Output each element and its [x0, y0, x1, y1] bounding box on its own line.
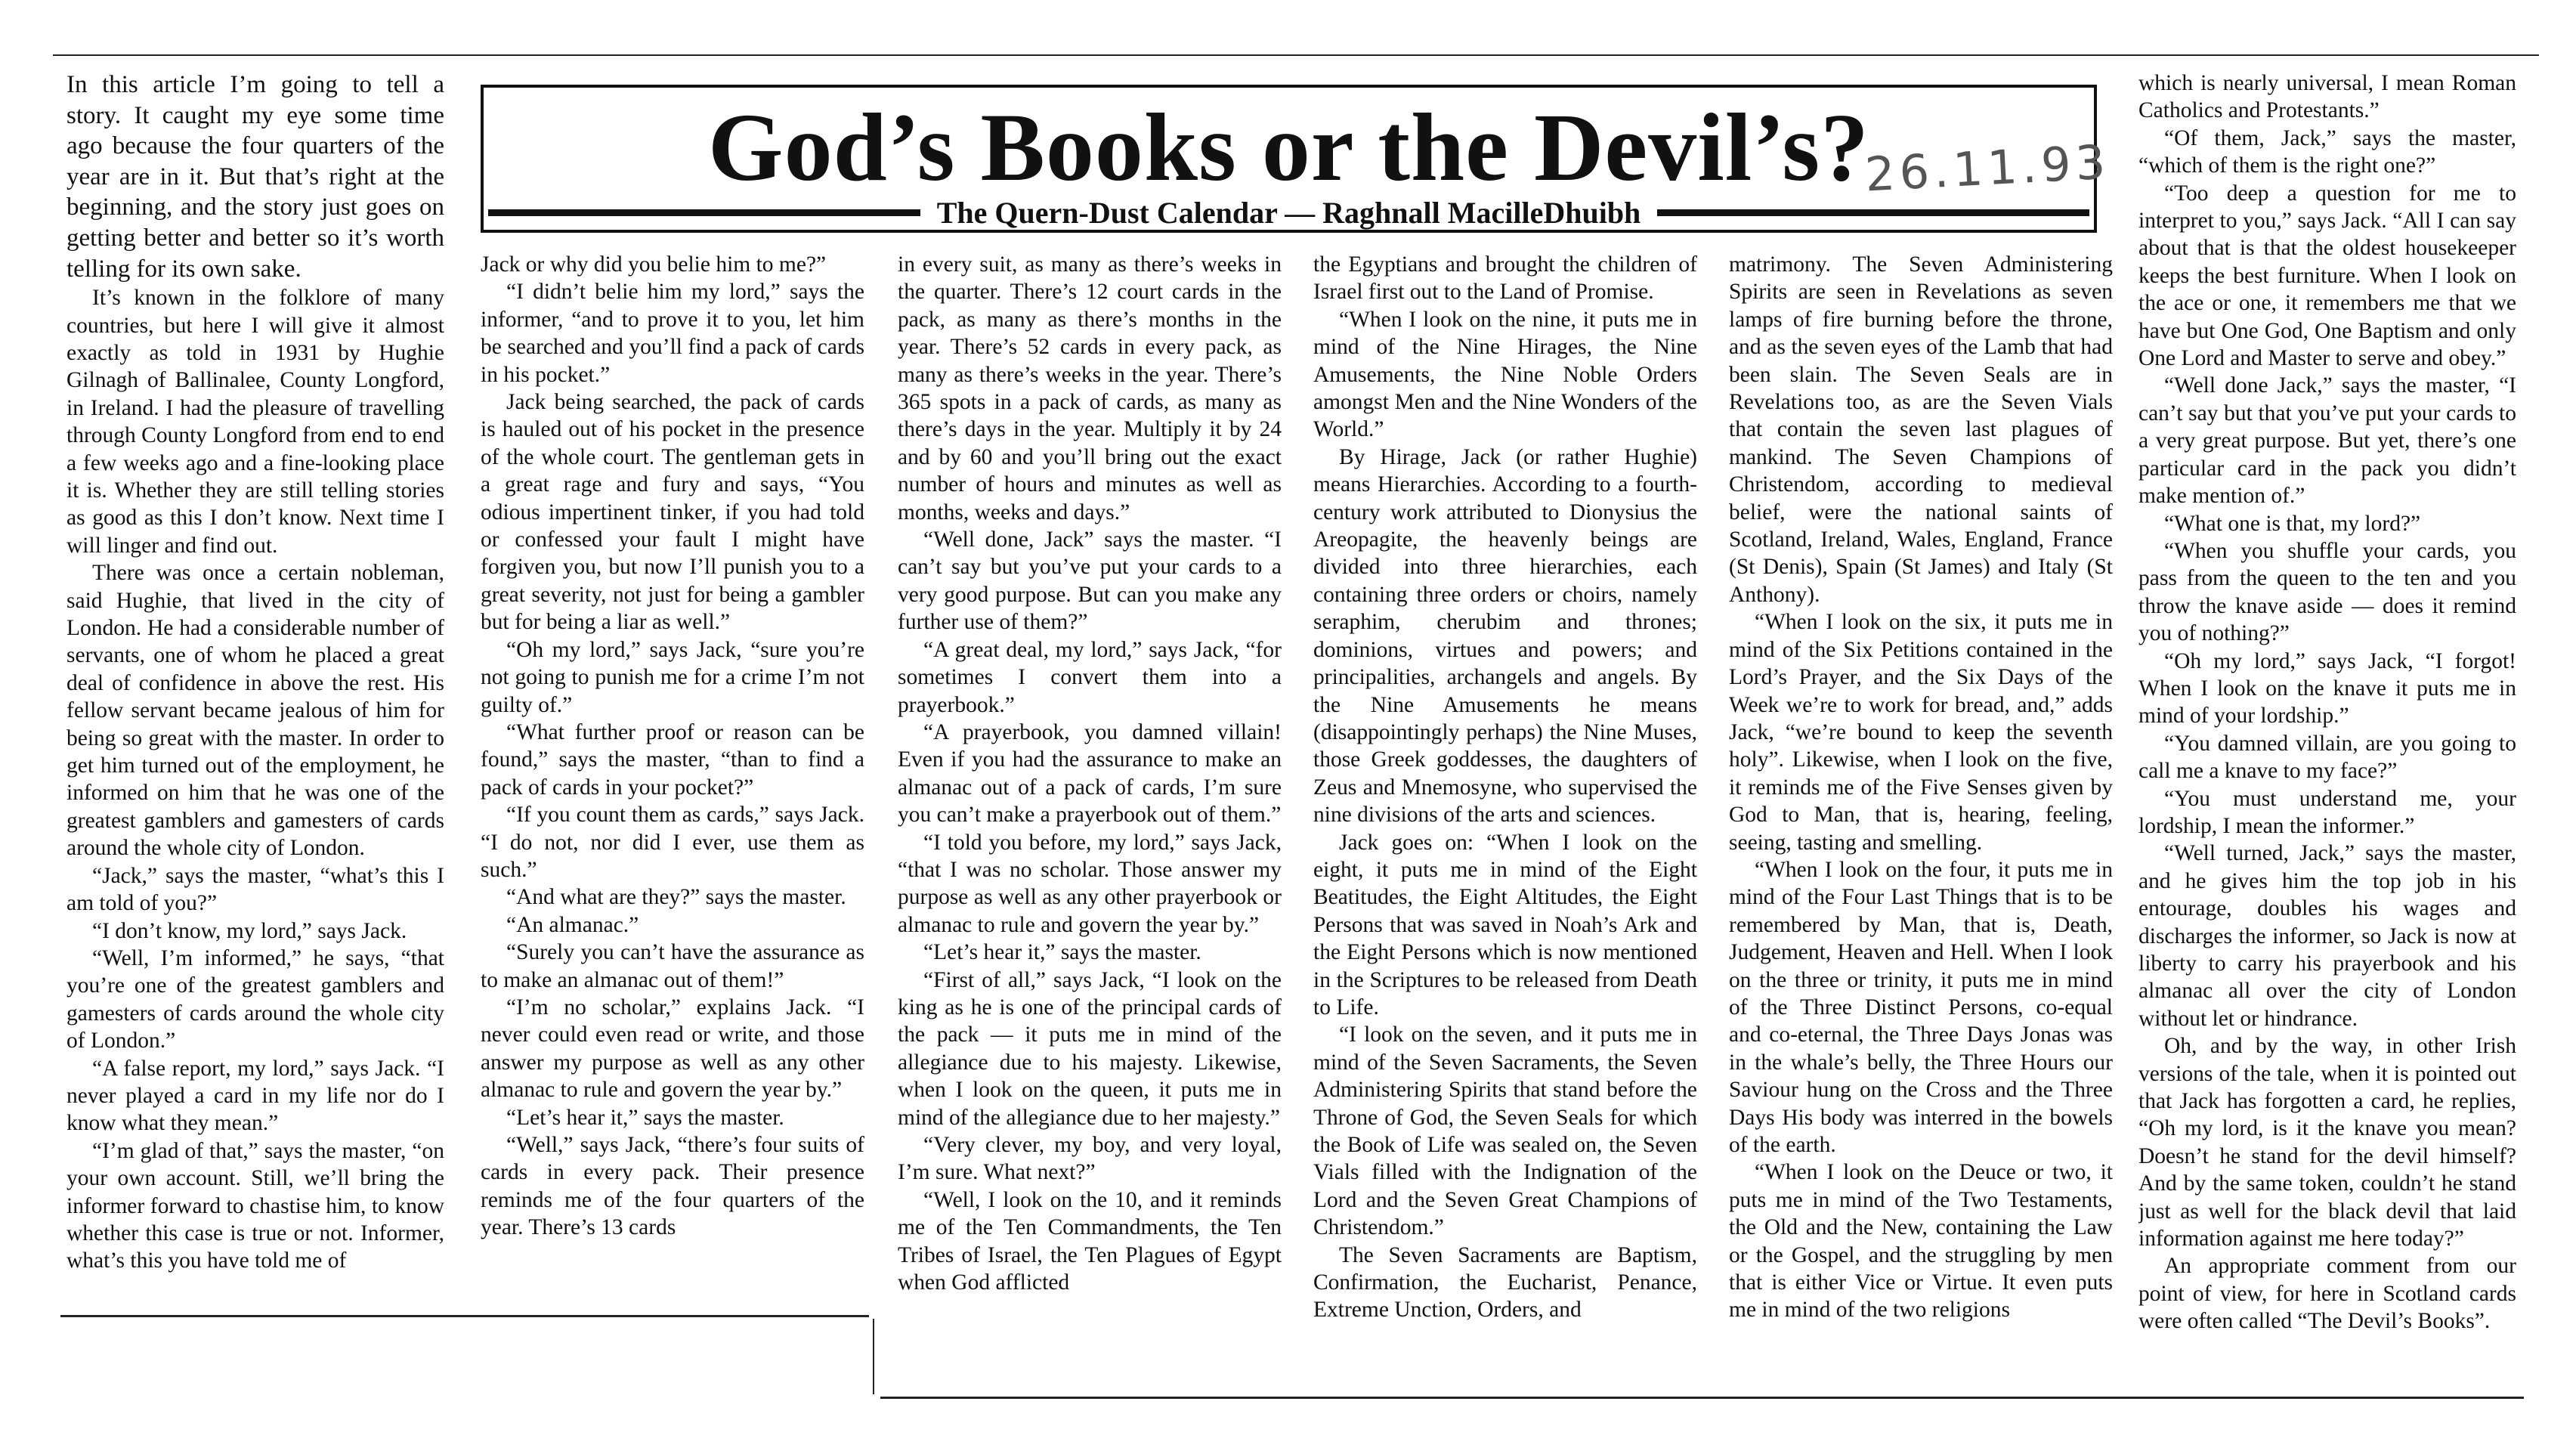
- paragraph: “Well, I look on the 10, and it reminds me of the Ten Commandments, the Ten Tribes of Israel, the Ten Plagues of Egypt when God afflicted: [898, 1187, 1282, 1295]
- paragraph: “If you count them as cards,” says Jack. “I do not, nor did I ever, use them as such.”: [481, 803, 864, 882]
- paragraph: “Oh my lord,” says Jack, “sure you’re not going to punish me for a crime I’m not guilty of.”: [481, 637, 864, 717]
- paragraph: By Hirage, Jack (or rather Hughie) means Hierarchies. According to a fourth-century work attributed to Dionysius the Areopagite, the heavenly beings are divided into three hierarchies, each containing three orders or choirs, namely seraphim, cherubim and thrones; dominions, virtues and powers; and principalities, archangels and angels. By the Nine Amusements he means (disappointingly perhaps) the Nine Muses, those Greek goddesses, the daughters of Zeus and Mnemosyne, who supervised the nine divisions of the arts and sciences.: [1313, 444, 1697, 828]
- paragraph: “When I look on the Deuce or two, it puts me in mind of the Two Testaments, the Old and the New, containing the Law or the Gospel, and the struggling by men that is either Vice or Virtue. It even puts me in mind of the two religions: [1729, 1160, 2113, 1323]
- paragraph: “I didn’t belie him my lord,” says the informer, “and to prove it to you, let him be searched and you’ll find a pack of cards in his pocket.”: [481, 280, 864, 387]
- paragraph: “What one is that, my lord?”: [2164, 511, 2421, 536]
- col1-bottom-rule: [60, 1315, 869, 1317]
- paragraph: “I’m no scholar,” explains Jack. “I never could even read or write, and those answer my purpose as well as any other almanac to rule and govern the year by.”: [481, 995, 864, 1103]
- paragraph: matrimony. The Seven Administering Spirits are seen in Revelations as seven lamps of fire burning before the throne, and as the seven eyes of the Lamb that had been slain. The Seven Seals are in Revelations too, as are the Seven Vials that contain the seven last plagues of mankind. The Seven Champions of Christendom, according to medieval belief, were the national saints of Scotland, Ireland, Wales, England, France (St Denis), Spain (St James) and Italy (St Anthony).: [1729, 252, 2113, 607]
- paragraph: “A prayerbook, you damned villain! Even if you had the assurance to make an almanac out of a pack of cards, I’m sure you can’t make a prayerbook out of them.”: [898, 719, 1282, 828]
- headline-box: [481, 85, 2097, 233]
- handwritten-date: 26.11.93: [1863, 134, 2111, 203]
- paragraph: the Egyptians and brought the children of Israel first out to the Land of Promise.: [1313, 252, 1697, 305]
- paragraph: “When I look on the four, it puts me in mind of the Four Last Things that is to be remembered by Man, that is, Death, Judgement, Heaven and Hell. When I look on the three or trinity, it puts me in mind of the Three Distinct Persons, co-equal and co-eternal, the Three Days Jonas was in the whale’s belly, the Three Hours our Saviour hung on the Cross and the Three Days His body was interred in the bowels of the earth.: [1729, 857, 2113, 1157]
- paragraph: “You damned villain, are you going to call me a knave to my face?”: [2138, 731, 2516, 784]
- paragraph: “Let’s hear it,” says the master.: [506, 1105, 784, 1130]
- paragraph: “I told you before, my lord,” says Jack, “that I was no scholar. Those answer my purpose as well as any other prayerbook or almanac to rule and govern the year by.”: [898, 830, 1282, 937]
- subheadline: The Quern-Dust Calendar — Raghnall MacilleDhuibh: [936, 195, 1641, 230]
- paragraph: “When I look on the nine, it puts me in mind of the Nine Hirages, the Nine Amusements, the Nine Noble Orders amongst Men and the Nine Wonders of the World.”: [1313, 307, 1697, 442]
- article-column-3: [898, 251, 1282, 1389]
- paragraph: “Jack,” says the master, “what’s this I am told of you?”: [66, 863, 444, 916]
- paragraph: “An almanac.”: [506, 912, 639, 937]
- paragraph: “Well done, Jack” says the master. “I can’t say but you’ve put your cards to a very good purpose. But can you make any further use of them?”: [898, 527, 1282, 635]
- paragraph: Jack being searched, the pack of cards is hauled out of his pocket in the presence of the whole court. The gentleman gets in a great rage and fury and says, “You odious impertinent tinker, if you had told or confessed your fault I might have forgiven you, but now I’ll punish you to a great severity, not just for being a gambler but for being a liar as well.”: [481, 390, 864, 635]
- subheadline-bar-right: [1657, 209, 2089, 216]
- paragraph: “When you shuffle your cards, you pass from the queen to the ten and you throw the knave aside — does it remind you of nothing?”: [2138, 538, 2516, 646]
- paragraph: In this article I’m going to tell a story. It caught my eye some time ago because the four quarters of the year are in it. But that’s right at the beginning, and the story just goes on getting better and better so it’s worth telling for its own sake.: [66, 71, 444, 283]
- paragraph: “Oh my lord,” says Jack, “I forgot! When I look on the knave it puts me in mind of your lordship.”: [2138, 648, 2516, 729]
- paragraph: “Well,” says Jack, “there’s four suits of cards in every pack. Their presence reminds me of the four quarters of the year. There’s 13 cards: [481, 1133, 864, 1240]
- paragraph: “A false report, my lord,” says Jack. “I never played a card in my life nor do I know what they mean.”: [66, 1056, 444, 1136]
- paragraph: “And what are they?” says the master.: [506, 885, 846, 910]
- paragraph: “A great deal, my lord,” says Jack, “for sometimes I convert them into a prayerbook.”: [898, 637, 1282, 717]
- bottom-rule: [880, 1397, 2524, 1399]
- paragraph: “Surely you can’t have the assurance as to make an almanac out of them!”: [481, 940, 864, 992]
- paragraph: There was once a certain nobleman, said Hughie, that lived in the city of London. He had a considerable number of servants, one of whom he placed a great deal of confidence in above the rest. His fellow servant became jealous of him for being so great with the master. In order to get him turned out of the employment, he informed on him that he was one of the greatest gamblers and gamesters of cards around the whole city of London.: [66, 561, 444, 861]
- headline: God’s Books or the Devil’s?: [708, 94, 1869, 201]
- paragraph: An appropriate comment from our point of view, for here in Scotland cards were often called “The Devil’s Books”.: [2138, 1254, 2516, 1334]
- paragraph: “I’m glad of that,” says the master, “on your own account. Still, we’ll bring the informer forward to chastise him, to know whether this case is true or not. Informer, what’s this you have told me of: [66, 1138, 444, 1273]
- paragraph: “Well turned, Jack,” says the master, and he gives him the top job in his entourage, doubles his wages and discharges the informer, so Jack is now at liberty to carry his prayerbook and his almanac all over the city of London without let or hindrance.: [2138, 841, 2516, 1031]
- paragraph: “Too deep a question for me to interpret to you,” says Jack. “All I can say about that is that the oldest housekeeper keeps the best furniture. When I look on the ace or one, it remembers me that we have but One God, One Baptism and only One Lord and Master to serve and obey.”: [2138, 181, 2516, 371]
- article-column-6: [2138, 70, 2516, 1389]
- paragraph: “First of all,” says Jack, “I look on the king as he is one of the principal cards of the pack — it puts me in mind of the allegiance due to his majesty. Likewise, when I look on the queen, it puts me in mind of the allegiance due to her majesty.”: [898, 967, 1282, 1130]
- paragraph: “I don’t know, my lord,” says Jack.: [92, 918, 407, 943]
- paragraph: in every suit, as many as there’s weeks in the quarter. There’s 12 court cards in the pack, as many as there’s months in the year. There’s 52 cards in every pack, as many as there’s weeks in the year. There’s 365 spots in a pack of cards, as many as there’s days in the year. Multiply it by 24 and by 60 and you’ll bring out the exact number of hours and minutes as well as months, weeks and days.”: [898, 252, 1282, 524]
- subheadline-row: [484, 195, 2094, 230]
- col3-left-rule: [873, 1319, 874, 1394]
- paragraph: “Well done Jack,” says the master, “I can’t say but that you’ve put your cards to a very great purpose. But yet, there’s one particular card in the pack you didn’t make mention of.”: [2138, 373, 2516, 509]
- paragraph: “Very clever, my boy, and very loyal, I’m sure. What next?”: [898, 1133, 1282, 1185]
- paragraph: “What further proof or reason can be found,” says the master, “than to find a pack of cards in your pocket?”: [481, 719, 864, 800]
- paragraph: which is nearly universal, I mean Roman Catholics and Protestants.”: [2138, 71, 2516, 123]
- paragraph: Jack goes on: “When I look on the eight, it puts me in mind of the Eight Beatitudes, the Eight Altitudes, the Eight Persons that was saved in Noah’s Ark and the Eight Persons which is now mentioned in the Scriptures to be released from Death to Life.: [1313, 830, 1697, 1019]
- paragraph: Oh, and by the way, in other Irish versions of the tale, when it is pointed out that Jack has forgotten a card, he replies, “Oh my lord, is it the knave you mean? Doesn’t he stand for the devil himself? And by the same token, couldn’t he stand just as well for the black devil that laid information against me here today?”: [2138, 1034, 2516, 1251]
- subheadline-bar-left: [488, 209, 920, 216]
- paragraph: Jack or why did you belie him to me?”: [481, 252, 827, 277]
- article-column-5: [1729, 251, 2113, 1389]
- paragraph: “I look on the seven, and it puts me in mind of the Seven Sacraments, the Seven Administering Spirits that stand before the Throne of God, the Seven Seals for which the Book of Life was sealed on, the Seven Vials filled with the Indignation of the Lord and the Seven Great Champions of Christendom.”: [1313, 1023, 1697, 1240]
- paragraph: “You must understand me, your lordship, I mean the informer.”: [2138, 786, 2516, 838]
- paragraph: “When I look on the six, it puts me in mind of the Six Petitions contained in the Lord’s Prayer, and the Six Days of the Week we’re to work for bread, and,” adds Jack, “we’re bound to keep the seventh holy”. Likewise, when I look on the five, it reminds me of the Five Senses given by God to Man, that is, hearing, feeling, seeing, tasting and smelling.: [1729, 610, 2113, 855]
- article-column-1: [66, 70, 444, 1315]
- paragraph: “Of them, Jack,” says the master, “which of them is the right one?”: [2138, 125, 2516, 178]
- paragraph: “Let’s hear it,” says the master.: [923, 940, 1201, 965]
- top-rule: [53, 54, 2539, 56]
- paragraph: “Well, I’m informed,” he says, “that you’re one of the greatest gamblers and gamesters of cards around the whole city of London.”: [66, 945, 444, 1053]
- article-column-2: [481, 251, 864, 1313]
- paragraph: The Seven Sacraments are Baptism, Confirmation, the Eucharist, Penance, Extreme Unction, Orders, and: [1313, 1242, 1697, 1323]
- paragraph: It’s known in the folklore of many countries, but here I will give it almost exactly as told in 1931 by Hughie Gilnagh of Ballinalee, County Longford, in Ireland. I had the pleasure of travelling through County Longford from end to end a few weeks ago and a fine-looking place it is. Whether they are still telling stories as good as this I don’t know. Next time I will linger and find out.: [66, 286, 444, 558]
- article-column-4: [1313, 251, 1697, 1389]
